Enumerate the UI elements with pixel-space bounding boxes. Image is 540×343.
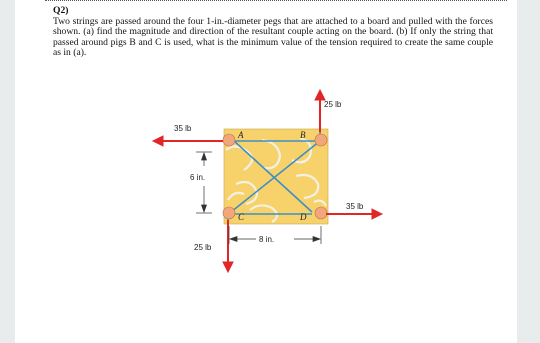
peg-d (315, 207, 327, 219)
arrow-up-head (315, 90, 325, 100)
dimension-label-horizontal: 8 in. (259, 235, 275, 244)
arrow-down-head (223, 262, 233, 272)
peg-c (223, 207, 235, 219)
peg-label-b: B (300, 130, 306, 140)
peg-label-c: C (238, 212, 245, 222)
force-label-top: 25 lb (324, 100, 342, 109)
force-label-left: 35 lb (174, 124, 192, 133)
force-label-bottom: 25 lb (194, 243, 212, 252)
dimension-vertical (196, 152, 212, 213)
arrow-left-head (153, 136, 163, 146)
peg-b (315, 134, 327, 146)
dimension-label-vertical: 6 in. (190, 173, 206, 182)
arrow-right-head (372, 209, 382, 219)
force-label-right: 35 lb (346, 202, 364, 211)
peg-a (223, 134, 235, 146)
question-text: Two strings are passed around the four 1-in.-diameter pegs that are attached to a board and pulled with the forces shown. (a) find the magnitude and direction of the resultant couple acting on the board. (b) If only the string that passed around pigs B and C is used, what is the minimum value of the tension required to create the same couple as in (a). (53, 15, 493, 59)
peg-label-d: D (300, 212, 307, 222)
peg-label-a: A (238, 130, 244, 140)
question-number: Q2) (53, 5, 69, 16)
dimension-horizontal (229, 226, 321, 244)
